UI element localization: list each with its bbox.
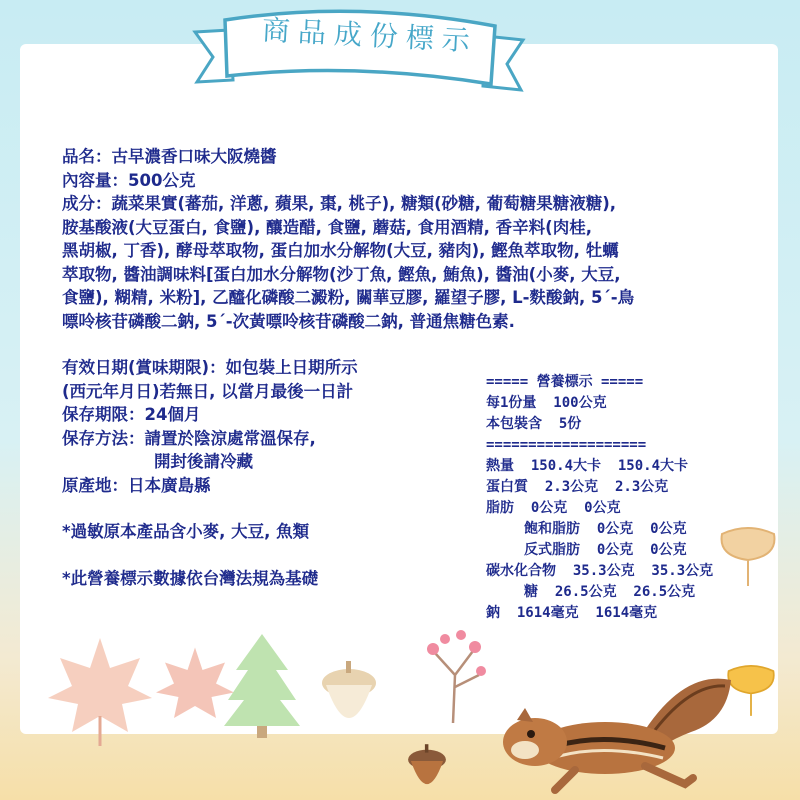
ingredient-line: 黑胡椒, 丁香), 酵母萃取物, 蛋白加水分解物(大豆, 豬肉), 鰹魚萃取物, 牡蠣 [62,241,619,260]
nutrition-note: *此營養標示數據依台灣法規為基礎 [62,568,319,588]
details-block [62,356,462,590]
acorn-icon [402,740,452,796]
nutrition-row: 碳水化合物 35.3公克 35.3公克 [486,563,714,579]
storage-line: 開封後請冷藏 [154,452,253,471]
nutrition-divider: =================== [486,437,647,453]
net-content: 內容量：500公克 [62,170,196,190]
spacer [62,544,462,567]
expiry-line: (西元年月日)若無日, 以當月最後一日計 [62,381,354,401]
chipmunk-icon [495,660,745,798]
nutrition-row: 糖 26.5公克 26.5公克 [524,584,696,600]
servings: 本包裝含 5份 [486,416,582,432]
serving-size: 每1份量 100公克 [486,395,607,411]
expiry-line: 有效日期(賞味期限)：如包裝上日期所示 [62,358,358,377]
ingredient-line: 成分：蔬菜果實(蕃茄, 洋蔥, 蘋果, 棗, 桃子), 糖類(砂糖, 葡萄糖果糖液糖), [62,194,617,213]
maple-leaf-icon [40,628,160,748]
berry-branch-icon [415,625,490,725]
spacer [62,497,462,520]
origin: 原產地：日本廣島縣 [62,475,211,495]
page-title: 商品成份標示 [261,13,479,58]
storage-line: 保存方法：請置於陰涼處常溫保存, [62,428,316,448]
ingredients-block [62,145,762,333]
ingredient-line: 胺基酸液(大豆蛋白, 食鹽), 釀造醋, 食鹽, 蘑菇, 食用酒精, 香辛料(肉桂, [62,217,592,237]
nutrition-row: 反式脂肪 0公克 0公克 [524,542,687,558]
product-name: 品名：古早濃香口味大阪燒醬 [62,147,277,166]
nutrition-row: 脂肪 0公克 0公克 [486,500,621,516]
shelf-life: 保存期限：24個月 [62,405,201,424]
allergen-note: *過敏原本產品含小麥, 大豆, 魚類 [62,522,310,541]
acorn-icon [318,655,380,735]
ingredient-line: 食鹽), 糊精, 米粉], 乙醯化磷酸二澱粉, 關華豆膠, 羅望子膠, L-麩酸鈉, 5´-鳥 [62,288,635,307]
ingredient-line: 嘌呤核苷磷酸二鈉, 5´-次黃嘌呤核苷磷酸二鈉, 普通焦糖色素. [62,311,515,331]
nutrition-header: ===== 營養標示 ===== [486,374,644,390]
ginkgo-leaf-icon [712,520,784,592]
pine-tree-icon [222,630,302,740]
nutrition-row: 蛋白質 2.3公克 2.3公克 [486,479,669,495]
ingredient-line: 萃取物, 醬油調味料[蛋白加水分解物(沙丁魚, 鰹魚, 鮪魚), 醬油(小麥, 大豆, [62,264,621,284]
nutrition-row: 熱量 150.4大卡 150.4大卡 [486,458,689,474]
nutrition-row: 飽和脂肪 0公克 0公克 [524,521,687,537]
nutrition-row: 鈉 1614毫克 1614毫克 [486,605,658,621]
